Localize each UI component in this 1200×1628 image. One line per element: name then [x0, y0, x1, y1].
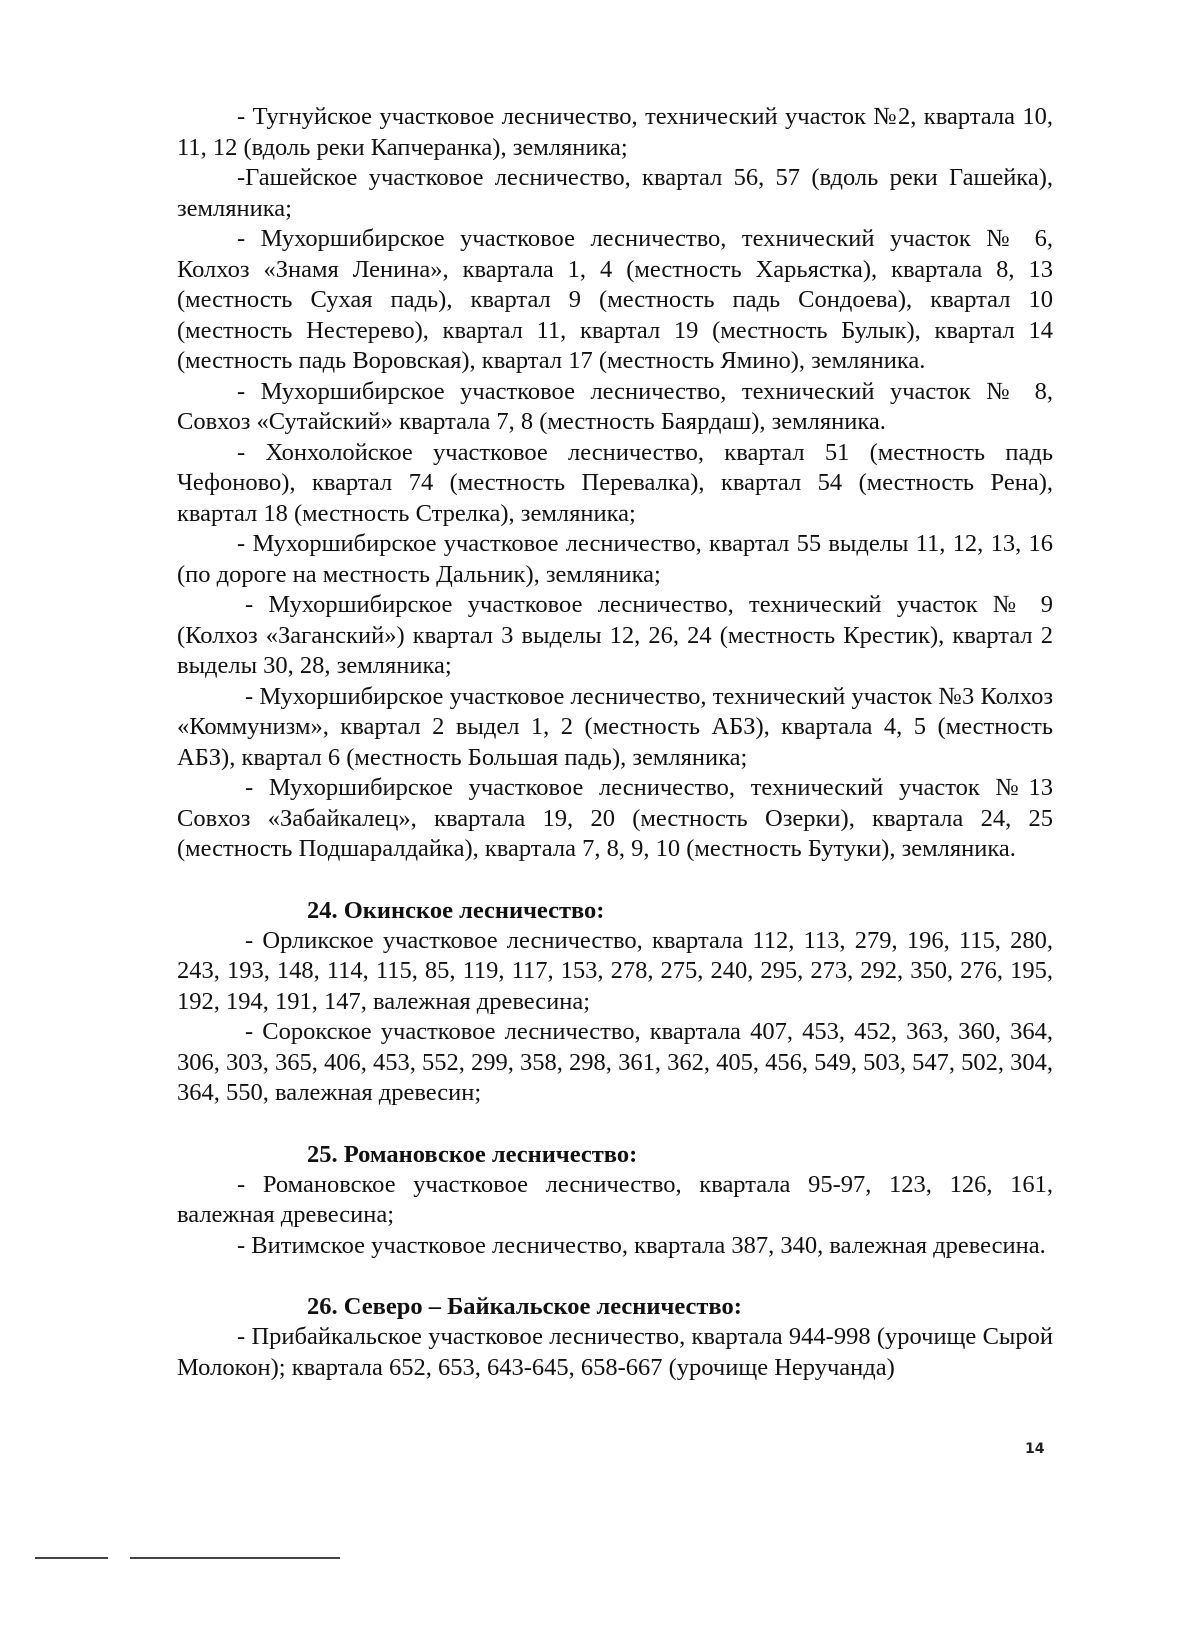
paragraph-mukhorshibir-3: - Мухоршибирское участковое лесничество, технический участок №3 Колхоз «Коммунизм», квартал 2 выдел 1, 2 (местность АБЗ), квартала 4, 5 (местность АБЗ), квартал 6 (местность Большая падь), земляника; — [177, 682, 1053, 771]
paragraph-mukhorshibir-13: - Мухоршибирское участковое лесничество, технический участок №13 Совхоз «Забайкалец», квартала 19, 20 (местность Озерки), квартала 24, 25 (местность Подшаралдайка), квартала 7, 8, 9, 10 (местность Бутуки), земляника. — [177, 774, 1053, 862]
paragraph-khonkholoy: - Хонхолойское участковое лесничество, квартал 51 (местность падь Чефоново), квартал 74 (местность Перевалка), квартал 54 (местность Рена), квартал 18 (местность Стрелка), земляника; — [177, 438, 1053, 527]
section-heading-severo-baikalskoe: 26. Северо – Байкальское лесничество: — [307, 1293, 742, 1320]
page-number: 14 — [1025, 1441, 1045, 1457]
paragraph-romanovskoe: - Романовское участковое лесничество, квартала 95-97, 123, 126, 161, валежная древесина; — [177, 1170, 1053, 1228]
paragraph-orlikskoe: - Орликское участковое лесничество, квартала 112, 113, 279, 196, 115, 280, 243, 193, 148, 114, 115, 85, 119, 117, 153, 278, 275, 240, 295, 273, 292, 350, 276, 195, 192, 194, 191, 147, валежная древесина; — [177, 926, 1053, 1015]
paragraph-mukhorshibir-8: - Мухоршибирское участковое лесничество, технический участок № 8, Совхоз «Сутайский» квартала 7, 8 (местность Баярдаш), земляника. — [177, 377, 1053, 435]
paragraph-sorokskoe: - Сорокское участковое лесничество, квартала 407, 453, 452, 363, 360, 364, 306, 303, 365, 406, 453, 552, 299, 358, 298, 361, 362, 405, 456, 549, 503, 547, 502, 304, 364, 550, валежная древесин; — [177, 1018, 1053, 1106]
paragraph-tugnuy: - Тугнуйское участковое лесничество, технический участок №2, квартала 10, 11, 12 (вдоль реки Капчеранка), земляника; — [177, 103, 1053, 161]
paragraph-pribaikalskoe: - Прибайкальское участковое лесничество, квартала 944-998 (урочище Сырой Молокон); квартала 652, 653, 643-645, 658-667 (урочище Неручанда) — [177, 1323, 1053, 1381]
section-heading-romanovskoe: 25. Романовское лесничество: — [307, 1140, 638, 1168]
paragraph-vitimskoe: - Витимское участковое лесничество, квартала 387, 340, валежная древесина. — [237, 1231, 1046, 1259]
paragraph-mukhorshibir-9: - Мухоршибирское участковое лесничество, технический участок № 9 (Колхоз «Заганский») квартал 3 выделы 12, 26, 24 (местность Крестик), квартал 2 выделы 30, 28, земляника; — [177, 591, 1053, 679]
footer-divider-gap — [108, 1556, 130, 1560]
paragraph-gasheysk: -Гашейское участковое лесничество, квартал 56, 57 (вдоль реки Гашейка), земляника; — [177, 164, 1053, 222]
paragraph-mukhorshibir-55: - Мухоршибирское участковое лесничество, квартал 55 выделы 11, 12, 13, 16 (по дороге на местность Дальник), земляника; — [177, 530, 1053, 588]
footer-divider — [35, 1557, 340, 1559]
document-body — [177, 102, 1053, 1383]
paragraph-mukhorshibir-6: - Мухоршибирское участковое лесничество, технический участок № 6, Колхоз «Знамя Ленина», квартала 1, 4 (местность Харьястка), квартала 8, 13 (местность Сухая падь), квартал 9 (местность падь Сондоева), квартал 10 (местность Нестерево), квартал 11, квартал 19 (местность Булык), квартал 14 (местность падь Воровская), квартал 17 (местность Ямино), земляника. — [177, 225, 1053, 374]
section-heading-okinskoe: 24. Окинское лесничество: — [307, 896, 605, 924]
